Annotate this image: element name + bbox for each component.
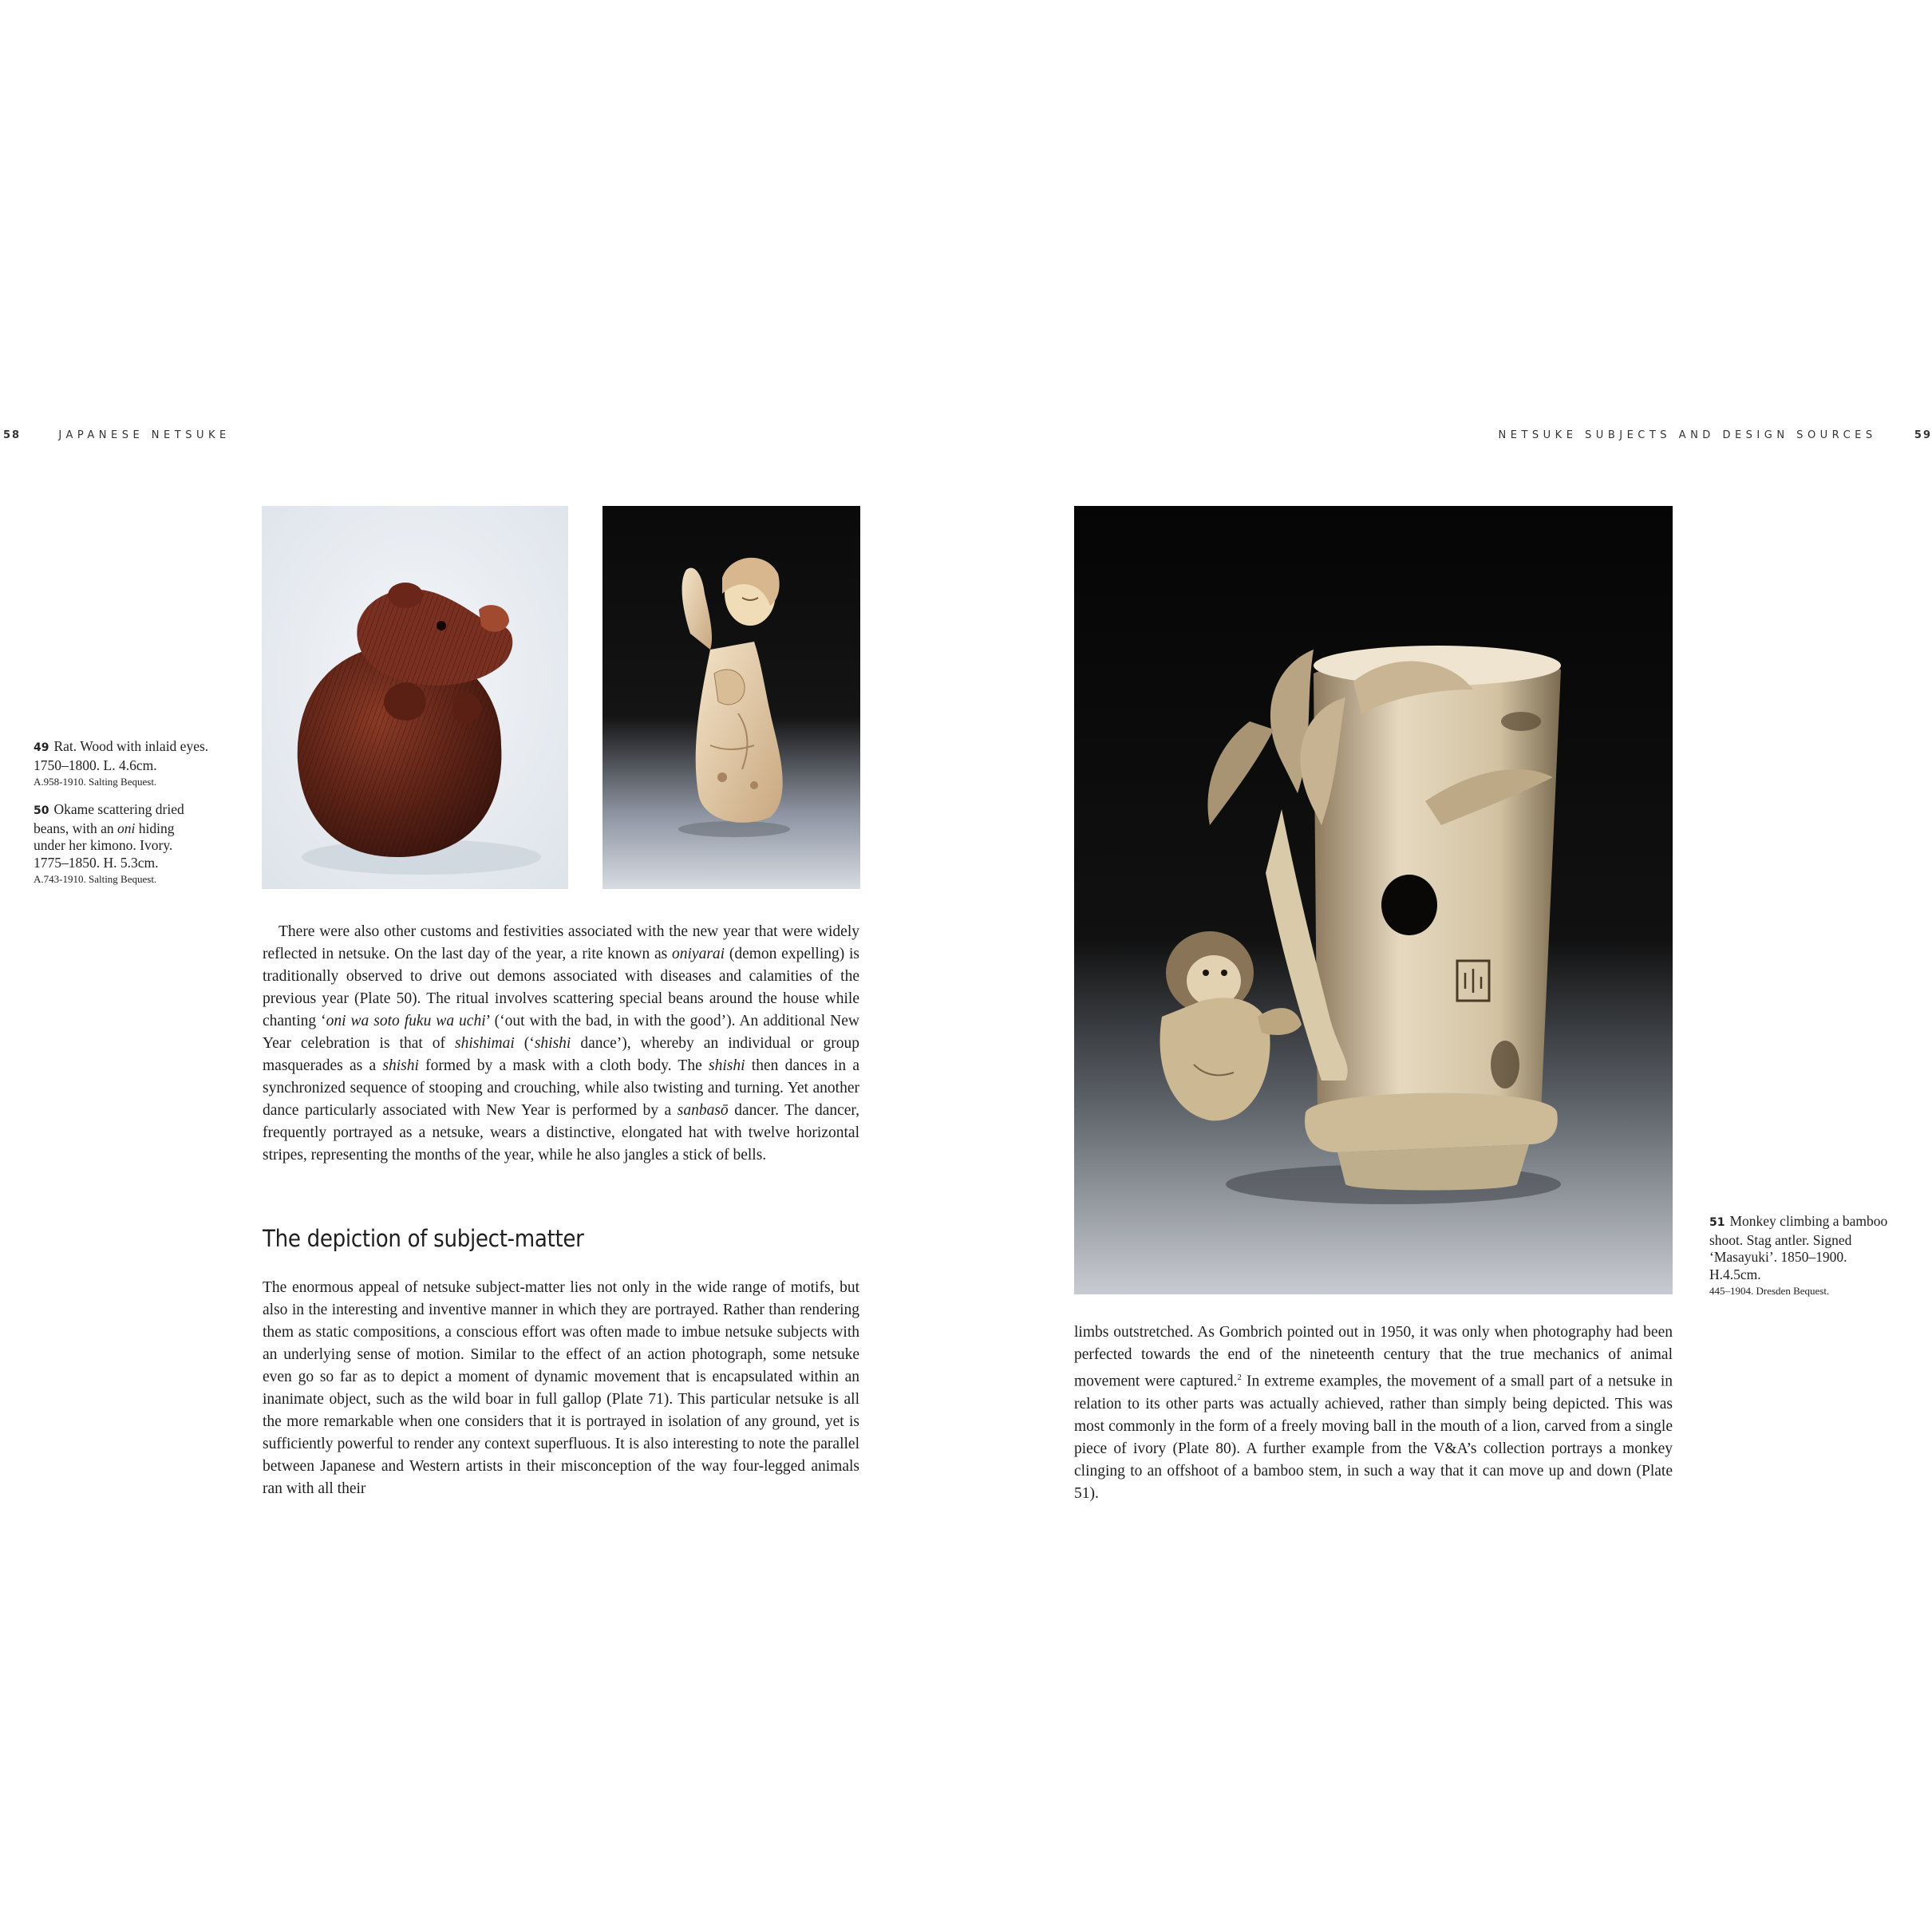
body-italic-run: oni wa soto fuku wa uchi (326, 1013, 486, 1029)
right-running-title: NETSUKE SUBJECTS AND DESIGN SOURCES (1498, 429, 1877, 441)
caption-text: ‘Masayuki’. 1850–1900. (1709, 1249, 1847, 1265)
okame-netsuke-photo (603, 506, 860, 889)
caption-text: shoot. Stag antler. Signed (1709, 1231, 1852, 1248)
left-running-title: JAPANESE NETSUKE (58, 429, 231, 441)
caption-text: Monkey climbing a bamboo (1729, 1213, 1888, 1229)
body-text-run: In extreme examples, the movement of a small part of a netsuke in relation to its other parts was actually achieved, rather than simply being depicted. This was most commonly in the form of a freely moving ball in the mouth of a lion, carved from a single piece of ivory (Plate 80). A further example from the V&A’s collection portrays a monkey clinging to an offshoot of a bamboo stem, in such a way that it can move up and down (Plate 51). (1074, 1373, 1673, 1502)
left-running-head (3, 429, 231, 441)
caption-number: 50 (34, 804, 49, 817)
caption-text: 1775–1850. H. 5.3cm. (34, 854, 159, 871)
body-text-run: dance’), whereby an individual or group masquerades as a (263, 1035, 860, 1074)
okame-netsuke-image (603, 506, 860, 889)
section-heading: The depiction of subject-matter (263, 1225, 584, 1252)
body-text-run: ’ (‘out with the bad, in with the good’). An additional New Year celebration is that of (263, 1013, 859, 1052)
body-text-run: (‘ (514, 1035, 535, 1052)
body-italic-run: shishi (382, 1057, 419, 1074)
caption-accession: 445–1904. Dresden Bequest. (1709, 1285, 1830, 1297)
body-text-run: The enormous appeal of netsuke subject-matter lies not only in the wide range of motifs, but also in the interesting and inventive manner in which they are portrayed. Rather than rendering them as static compositions, a conscious effort was often made to imbue netsuke subjects with an underlying sense of motion. Similar to the effect of an action photograph, some netsuke even go so far as to depict a moment of dynamic movement that is encapsulated within an inanimate object, such as the wild boar in full gallop (Plate 71). This particular netsuke is all the more remarkable when one considers that it is portrayed in isolation of any ground, yet is sufficiently powerful to render any context superfluous. It is also interesting to note the parallel between Japanese and Western artists in their misconception of the way four-legged animals ran with all their (263, 1279, 859, 1497)
monkey-bamboo-netsuke-photo (1074, 506, 1673, 1294)
body-paragraph-2 (263, 1277, 859, 1500)
caption-text: under her kimono. Ivory. (34, 837, 173, 853)
caption-plate-51 (1709, 1213, 1925, 1299)
caption-plate-49 (34, 738, 241, 790)
body-italic-run: shishi (709, 1057, 745, 1074)
body-italic-run: shishimai (455, 1035, 515, 1052)
caption-text: beans, with an (34, 820, 117, 836)
body-italic-run: oniyarai (672, 946, 725, 962)
body-text-run: (demon expelling) is traditionally observed to drive out demons associated with diseases and calamities of the previous year (Plate 50). The ritual involves scattering special beans around the house while chanting ‘ (263, 946, 859, 1029)
body-italic-run: shishi (534, 1035, 571, 1052)
caption-italic: oni (117, 820, 136, 836)
caption-text: hiding (135, 820, 175, 836)
rat-netsuke-image (262, 506, 568, 889)
right-folio: 59 (1914, 429, 1932, 441)
caption-text: H.4.5cm. (1709, 1266, 1761, 1282)
caption-text: Okame scattering dried (53, 801, 184, 817)
body-italic-run: sanbasō (677, 1102, 729, 1119)
body-text-run: limbs outstretched. As Gombrich pointed out in 1950, it was only when photography had been perfected towards the end of the nineteenth century that the true mechanics of animal movement were captured. (1074, 1324, 1673, 1390)
right-running-head (1499, 429, 1932, 441)
caption-text: Rat. Wood with inlaid eyes. (53, 738, 209, 754)
left-folio: 58 (3, 429, 22, 441)
caption-text: 1750–1800. L. 4.6cm. (34, 757, 157, 773)
caption-number: 51 (1709, 1216, 1725, 1229)
rat-netsuke-photo (262, 506, 568, 889)
body-text-run: There were also other customs and festivities associated with the new year that were widely reflected in netsuke. On the last day of the year, a rite known as (263, 923, 859, 962)
body-paragraph-3 (1074, 1322, 1673, 1505)
body-text-run: then dances in a synchronized sequence of stooping and crouching, while also twisting and turning. Yet another dance particularly associated with New Year is performed by a (263, 1057, 860, 1119)
caption-accession: A.743-1910. Salting Bequest. (34, 873, 157, 885)
body-text-run: dancer. The dancer, frequently portrayed as a netsuke, wears a distinctive, elongated hat with twelve horizontal stripes, representing the months of the year, while he also jangles a stick of bells. (263, 1102, 860, 1164)
captions-left (34, 738, 241, 899)
caption-plate-50 (34, 801, 241, 887)
caption-accession: A.958-1910. Salting Bequest. (34, 776, 157, 788)
body-text-run: formed by a mask with a cloth body. The (418, 1057, 709, 1074)
monkey-bamboo-netsuke-image (1074, 506, 1673, 1294)
footnote-marker[interactable]: 2 (1237, 1373, 1242, 1382)
body-paragraph-1 (263, 921, 859, 1167)
caption-number: 49 (34, 741, 49, 754)
